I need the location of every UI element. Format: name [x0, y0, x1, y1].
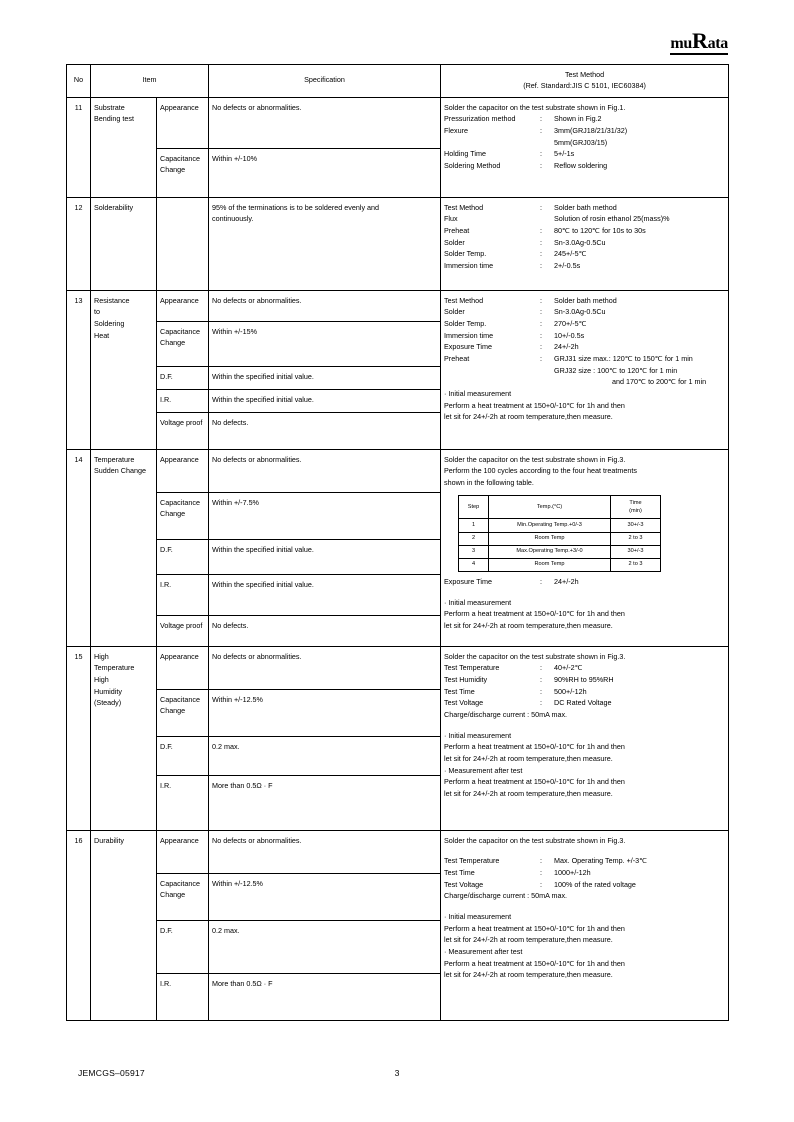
- kv-value: Sn-3.0Ag-0.5Cu: [554, 307, 606, 317]
- charge-discharge-current: Charge/discharge current : 50mA max.: [444, 709, 568, 719]
- test-kv-line: [444, 125, 725, 137]
- kv-colon: :: [540, 260, 543, 270]
- subitem-ir: I.R.: [157, 389, 209, 412]
- test-method-11: [441, 97, 729, 197]
- step-table-row: [459, 532, 661, 545]
- spec-df: Within the specified initial value.: [209, 539, 441, 574]
- row-item-15: [91, 646, 157, 830]
- item-line: High: [94, 674, 109, 684]
- subitem-line: Capacitance: [160, 326, 200, 336]
- row-no-13: 13: [67, 290, 91, 449]
- subitem-ir: I.R.: [157, 775, 209, 830]
- table-row: [67, 197, 729, 290]
- subitem-line: Change: [160, 509, 186, 519]
- kv-colon: :: [540, 160, 543, 170]
- preheat-text: and 170℃ to 200℃ for 1 min: [612, 377, 707, 387]
- kv-colon: :: [540, 353, 543, 363]
- row-no-12: 12: [67, 197, 91, 290]
- kv-value: DC Rated Voltage: [554, 698, 612, 708]
- test-method-12: [441, 197, 729, 290]
- heat-treatment-step-table: [458, 495, 661, 572]
- table-row: [67, 646, 729, 689]
- test-kv-line: [444, 202, 725, 214]
- kv-key: Exposure Time: [444, 576, 492, 586]
- test-kv-line: [444, 137, 725, 149]
- step-header-time-line2: (min): [629, 507, 642, 514]
- preheat-line-3: [444, 376, 725, 388]
- kv-value: Reflow soldering: [554, 160, 608, 170]
- heat-treatment-line: let sit for 24+/-2h at room temperature,then measure.: [444, 753, 613, 763]
- test-method-14: [441, 449, 729, 646]
- kv-value: 270+/-5℃: [554, 318, 587, 328]
- kv-colon: :: [540, 698, 543, 708]
- subitem-capacitance-change: [157, 148, 209, 197]
- step-number: 2: [459, 532, 489, 545]
- kv-key: Solder: [444, 237, 465, 247]
- subitem-line: Capacitance: [160, 497, 200, 507]
- kv-key: Solder Temp.: [444, 249, 487, 259]
- row-item-14: [91, 449, 157, 646]
- row-no-16: 16: [67, 830, 91, 1020]
- kv-value: Shown in Fig.2: [554, 114, 602, 124]
- kv-value: 3mm(GRJ18/21/31/32): [554, 125, 628, 135]
- item-line: Bending test: [94, 114, 134, 124]
- item-line: Temperature: [94, 454, 135, 464]
- kv-key: Test Method: [444, 295, 484, 305]
- step-number: 4: [459, 558, 489, 571]
- subitem-line: Capacitance: [160, 153, 200, 163]
- subitem-capacitance-change: [157, 689, 209, 736]
- spec-ir: Within the specified initial value.: [209, 574, 441, 615]
- step-time: 30+/-3: [611, 519, 661, 532]
- spec-df: Within the specified initial value.: [209, 366, 441, 389]
- subitem-line: Capacitance: [160, 694, 200, 704]
- test-kv-line: [444, 248, 725, 260]
- vertical-spacer: [444, 588, 725, 597]
- step-header-time: [611, 495, 661, 519]
- item-line: to: [94, 307, 100, 317]
- kv-colon: :: [540, 856, 543, 866]
- kv-key: Immersion time: [444, 330, 494, 340]
- item-line: High: [94, 651, 109, 661]
- kv-key: Exposure Time: [444, 342, 492, 352]
- kv-value: Sn-3.0Ag-0.5Cu: [554, 237, 606, 247]
- kv-colon: :: [540, 330, 543, 340]
- initial-measurement: · Initial measurement: [444, 597, 512, 607]
- kv-colon: :: [540, 342, 543, 352]
- kv-value: 40+/-2℃: [554, 663, 583, 673]
- spec-voltage-proof: No defects.: [209, 615, 441, 646]
- initial-measurement: · Initial measurement: [444, 388, 512, 398]
- spec-appearance: No defects or abnormalities.: [209, 97, 441, 148]
- test-intro: shown in the following table.: [444, 477, 534, 487]
- heat-treatment-line: let sit for 24+/-2h at room temperature,then measure.: [444, 412, 613, 422]
- subitem-appearance: Appearance: [157, 97, 209, 148]
- kv-key: Solder: [444, 307, 465, 317]
- kv-value: 24+/-2h: [554, 342, 579, 352]
- spec-ir: More than 0.5Ω · F: [209, 973, 441, 1020]
- kv-key: Test Voltage: [444, 879, 484, 889]
- test-kv-line: [444, 353, 725, 365]
- test-kv-line: [444, 674, 725, 686]
- item-line: Temperature: [94, 663, 135, 673]
- kv-key: Holding Time: [444, 149, 486, 159]
- subitem-df: D.F.: [157, 736, 209, 775]
- charge-discharge-current: Charge/discharge current : 50mA max.: [444, 891, 568, 901]
- subitem-line: Change: [160, 706, 186, 716]
- heat-treatment-line: Perform a heat treatment at 150+0/-10℃ for 1h and then: [444, 742, 625, 752]
- header-no: No: [67, 65, 91, 98]
- test-kv-line: [444, 260, 725, 272]
- table-row: [67, 290, 729, 321]
- spec-ir: More than 0.5Ω · F: [209, 775, 441, 830]
- heat-treatment-line: let sit for 24+/-2h at room temperature,then measure.: [444, 970, 613, 980]
- spec-appearance: No defects or abnormalities.: [209, 449, 441, 492]
- subitem-line: Change: [160, 890, 186, 900]
- preheat-line-2: [444, 365, 725, 377]
- item-line: Sudden Change: [94, 466, 146, 476]
- kv-key: Pressurization method: [444, 114, 516, 124]
- spec-capacitance-change: Within +/-12.5%: [209, 689, 441, 736]
- test-kv-line: [444, 576, 725, 588]
- subitem-line: Change: [160, 338, 186, 348]
- kv-value: 10+/-0.5s: [554, 330, 585, 340]
- kv-colon: :: [540, 674, 543, 684]
- kv-colon: :: [540, 879, 543, 889]
- spec-appearance: No defects or abnormalities.: [209, 290, 441, 321]
- test-kv-line: [444, 341, 725, 353]
- test-method-15: [441, 646, 729, 830]
- kv-colon: :: [540, 686, 543, 696]
- kv-key: Preheat: [444, 225, 470, 235]
- kv-key: Test Time: [444, 867, 475, 877]
- kv-value: 90%RH to 95%RH: [554, 674, 614, 684]
- test-intro: Solder the capacitor on the test substrate shown in Fig.3.: [444, 651, 626, 661]
- test-kv-line: [444, 686, 725, 698]
- test-kv-line: [444, 295, 725, 307]
- header-item: Item: [91, 65, 209, 98]
- spec-voltage-proof: No defects.: [209, 412, 441, 449]
- subitem-df: D.F.: [157, 366, 209, 389]
- measurement-after-test: · Measurement after test: [444, 946, 523, 956]
- step-table-header-row: [459, 495, 661, 519]
- step-time: 2 to 3: [611, 532, 661, 545]
- item-line: Humidity: [94, 686, 122, 696]
- test-kv-line: [444, 662, 725, 674]
- table-row: [67, 449, 729, 492]
- item-line: (Steady): [94, 698, 122, 708]
- kv-colon: :: [540, 295, 543, 305]
- kv-value: 1000+/-12h: [554, 867, 591, 877]
- vertical-spacer: [444, 902, 725, 911]
- kv-key: Preheat: [444, 353, 470, 363]
- step-temp: Min.Operating Temp.+0/-3: [489, 519, 611, 532]
- subitem-blank: [157, 197, 209, 290]
- subitem-appearance: Appearance: [157, 290, 209, 321]
- header-test-method-line1: Test Method: [564, 70, 605, 79]
- subitem-voltage-proof: Voltage proof: [157, 615, 209, 646]
- kv-value: 5+/-1s: [554, 149, 575, 159]
- heat-treatment-line: let sit for 24+/-2h at room temperature,then measure.: [444, 620, 613, 630]
- kv-colon: :: [540, 307, 543, 317]
- vertical-spacer: [444, 721, 725, 730]
- spec-capacitance-change: Within +/-15%: [209, 321, 441, 366]
- spec-capacitance-change: Within +/-7.5%: [209, 492, 441, 539]
- subitem-capacitance-change: [157, 873, 209, 920]
- test-method-16: [441, 830, 729, 1020]
- subitem-df: D.F.: [157, 539, 209, 574]
- kv-colon: :: [540, 867, 543, 877]
- subitem-ir: I.R.: [157, 973, 209, 1020]
- kv-value: 2+/-0.5s: [554, 260, 581, 270]
- item-line: Substrate: [94, 102, 125, 112]
- header-row: [67, 65, 729, 98]
- row-item-12: Solderability: [91, 197, 157, 290]
- test-kv-line: [444, 225, 725, 237]
- kv-value: Solder bath method: [554, 202, 617, 212]
- kv-key: Test Voltage: [444, 698, 484, 708]
- kv-key: Flux: [444, 214, 458, 224]
- step-temp: Max.Operating Temp.+3/-0: [489, 545, 611, 558]
- step-header-temp: Temp.(°C): [489, 495, 611, 519]
- kv-value: 100% of the rated voltage: [554, 879, 636, 889]
- heat-treatment-line: Perform a heat treatment at 150+0/-10℃ for 1h and then: [444, 609, 625, 619]
- kv-colon: :: [540, 663, 543, 673]
- test-kv-line: [444, 879, 725, 891]
- test-kv-line: [444, 306, 725, 318]
- subitem-appearance: Appearance: [157, 830, 209, 873]
- kv-key: Test Time: [444, 686, 475, 696]
- test-intro: Solder the capacitor on the test substrate shown in Fig.3.: [444, 835, 626, 845]
- table-row: [67, 97, 729, 148]
- subitem-appearance: Appearance: [157, 449, 209, 492]
- spec-df: 0.2 max.: [209, 920, 441, 973]
- subitem-appearance: Appearance: [157, 646, 209, 689]
- spec-ir: Within the specified initial value.: [209, 389, 441, 412]
- spec-appearance: No defects or abnormalities.: [209, 646, 441, 689]
- spec-line: 95% of the terminations is to be soldered evenly and: [212, 202, 380, 212]
- subitem-line: Capacitance: [160, 878, 200, 888]
- test-kv-line: [444, 697, 725, 709]
- test-kv-line: [444, 867, 725, 879]
- kv-colon: :: [540, 318, 543, 328]
- step-number: 1: [459, 519, 489, 532]
- test-kv-line: [444, 113, 725, 125]
- initial-measurement: · Initial measurement: [444, 911, 512, 921]
- item-line: Resistance: [94, 295, 130, 305]
- test-intro: Perform the 100 cycles according to the four heat treatments: [444, 466, 637, 476]
- document-id: JEMCGS‒05917: [78, 1068, 145, 1078]
- step-header-step: Step: [459, 495, 489, 519]
- table-row: [67, 830, 729, 873]
- kv-key: Test Method: [444, 202, 484, 212]
- kv-value: Max. Operating Temp. +/-3℃: [554, 856, 648, 866]
- kv-colon: :: [540, 576, 543, 586]
- subitem-capacitance-change: [157, 492, 209, 539]
- test-kv-line: [444, 855, 725, 867]
- step-table-row: [459, 558, 661, 571]
- test-intro: Solder the capacitor on the test substrate shown in Fig.3.: [444, 454, 626, 464]
- kv-key: Soldering Method: [444, 160, 501, 170]
- header-test-method-line2: (Ref. Standard:JIS C 5101, IEC60384): [523, 80, 646, 90]
- logo-area: [66, 28, 728, 60]
- row-item-11: [91, 97, 157, 197]
- kv-colon: :: [540, 114, 543, 124]
- header-specification: Specification: [209, 65, 441, 98]
- spec-solderability: [209, 197, 441, 290]
- subitem-voltage-proof: Voltage proof: [157, 412, 209, 449]
- kv-key: Test Temperature: [444, 663, 500, 673]
- kv-key: Flexure: [444, 125, 468, 135]
- subitem-capacitance-change: [157, 321, 209, 366]
- kv-value: Solder bath method: [554, 295, 617, 305]
- test-kv-line: [444, 160, 725, 172]
- row-no-14: 14: [67, 449, 91, 646]
- row-no-15: 15: [67, 646, 91, 830]
- test-kv-line: [444, 213, 725, 225]
- item-line: Soldering: [94, 318, 125, 328]
- kv-colon: :: [540, 225, 543, 235]
- specification-table: [66, 64, 729, 1021]
- kv-colon: :: [540, 125, 543, 135]
- kv-value: GRJ31 size max.: 120℃ to 150℃ for 1 min: [554, 353, 693, 363]
- vertical-spacer: [444, 846, 725, 855]
- heat-treatment-line: Perform a heat treatment at 150+0/-10℃ for 1h and then: [444, 400, 625, 410]
- kv-value: Solution of rosin ethanol 25(mass)%: [554, 214, 670, 224]
- test-kv-line: [444, 148, 725, 160]
- subitem-ir: I.R.: [157, 574, 209, 615]
- spec-capacitance-change: Within +/-10%: [209, 148, 441, 197]
- spec-df: 0.2 max.: [209, 736, 441, 775]
- test-method-13: [441, 290, 729, 449]
- spec-line: continuously.: [212, 214, 254, 224]
- kv-colon: :: [540, 237, 543, 247]
- kv-colon: :: [540, 149, 543, 159]
- preheat-text: GRJ32 size : 100℃ to 120℃ for 1 min: [554, 365, 678, 375]
- test-kv-line: [444, 318, 725, 330]
- test-kv-line: [444, 330, 725, 342]
- subitem-df: D.F.: [157, 920, 209, 973]
- kv-colon: :: [540, 202, 543, 212]
- kv-key: Solder Temp.: [444, 318, 487, 328]
- step-table-row: [459, 545, 661, 558]
- step-time: 2 to 3: [611, 558, 661, 571]
- kv-value: 80℃ to 120℃ for 10s to 30s: [554, 225, 646, 235]
- heat-treatment-line: Perform a heat treatment at 150+0/-10℃ for 1h and then: [444, 958, 625, 968]
- step-temp: Room Temp: [489, 558, 611, 571]
- step-temp: Room Temp: [489, 532, 611, 545]
- step-table-row: [459, 519, 661, 532]
- kv-colon: :: [540, 249, 543, 259]
- heat-treatment-line: let sit for 24+/-2h at room temperature,then measure.: [444, 935, 613, 945]
- kv-value: 5mm(GRJ03/15): [554, 137, 608, 147]
- initial-measurement: · Initial measurement: [444, 730, 512, 740]
- murata-logo: muRata: [670, 28, 728, 53]
- kv-value: 245+/-5℃: [554, 249, 587, 259]
- test-intro: Solder the capacitor on the test substrate shown in Fig.1.: [444, 102, 626, 112]
- test-kv-line: [444, 237, 725, 249]
- heat-treatment-line: let sit for 24+/-2h at room temperature,then measure.: [444, 788, 613, 798]
- table-header: [67, 65, 729, 98]
- page-number: 3: [394, 1068, 400, 1078]
- spec-appearance: No defects or abnormalities.: [209, 830, 441, 873]
- step-number: 3: [459, 545, 489, 558]
- item-line: Heat: [94, 330, 110, 340]
- kv-key: Immersion time: [444, 260, 494, 270]
- kv-key: Test Humidity: [444, 674, 488, 684]
- kv-value: 24+/-2h: [554, 576, 579, 586]
- row-item-16: Durability: [91, 830, 157, 1020]
- spec-capacitance-change: Within +/-12.5%: [209, 873, 441, 920]
- heat-treatment-line: Perform a heat treatment at 150+0/-10℃ for 1h and then: [444, 923, 625, 933]
- measurement-after-test: · Measurement after test: [444, 765, 523, 775]
- step-time: 30+/-3: [611, 545, 661, 558]
- row-item-13: [91, 290, 157, 449]
- header-test-method: [441, 65, 729, 98]
- subitem-line: Change: [160, 165, 186, 175]
- kv-value: 500+/-12h: [554, 686, 587, 696]
- step-header-time-line1: Time: [629, 499, 642, 506]
- kv-key: Test Temperature: [444, 856, 500, 866]
- row-no-11: 11: [67, 97, 91, 197]
- heat-treatment-line: Perform a heat treatment at 150+0/-10℃ for 1h and then: [444, 777, 625, 787]
